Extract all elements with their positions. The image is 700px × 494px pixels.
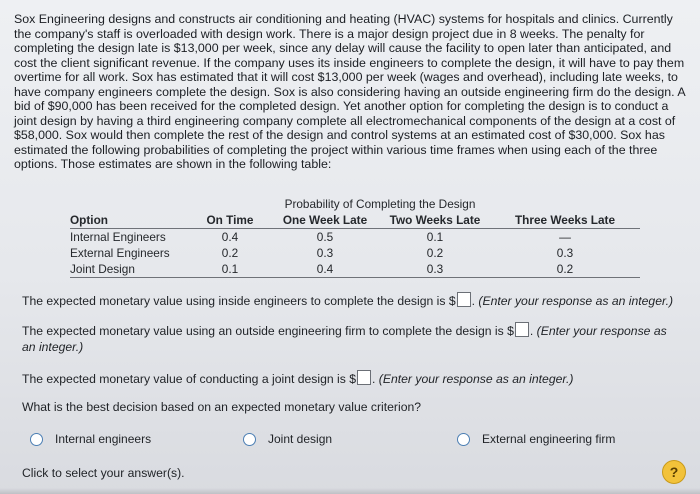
header-one-week-late: One Week Late — [270, 212, 380, 229]
question-outside-firm — [22, 322, 672, 355]
table-row — [70, 229, 640, 246]
question-text: The expected monetary value using inside engineers to complete the design is $ — [22, 294, 456, 308]
table-cell: 0.1 — [426, 230, 444, 244]
table-caption-row — [70, 196, 640, 212]
probability-table — [70, 196, 640, 278]
bottom-shadow — [0, 488, 700, 494]
table-cell: 0.1 — [190, 261, 270, 278]
option-joint-design[interactable] — [243, 432, 332, 446]
header-on-time: On Time — [190, 212, 270, 229]
header-two-weeks-late: Two Weeks Late — [380, 212, 490, 229]
table-row — [70, 261, 640, 278]
question-text: The expected monetary value using an outside engineering firm to complete the design is $ — [22, 324, 514, 338]
table-row — [70, 245, 640, 261]
radio-circle-icon[interactable] — [243, 433, 256, 446]
footer-instruction: Click to select your answer(s). — [22, 466, 185, 480]
help-icon[interactable]: ? — [662, 460, 686, 484]
row-label: Joint Design — [70, 261, 190, 278]
table-cell: 0.2 — [221, 246, 239, 260]
table-cell: 0.4 — [221, 230, 239, 244]
header-option: Option — [70, 212, 190, 229]
question-punctuation: . — [372, 372, 376, 386]
option-external-firm[interactable] — [457, 432, 615, 446]
table-cell: 0.3 — [556, 246, 574, 260]
option-label: External engineering firm — [482, 432, 616, 446]
question-inside-engineers — [22, 292, 673, 309]
table-cell: 0.3 — [316, 246, 334, 260]
table-caption: Probability of Completing the Design — [284, 197, 476, 211]
problem-statement: Sox Engineering designs and constructs air conditioning and heating (HVAC) systems for hospitals and clinics. Currently the company's staff is overloaded with design work. There is a major design project due in 8 weeks. The penalty for completing the design late is $13,000 per week, since any delay will cause the facility to open later than anticipated, and cost the client significant revenue. If the company uses its inside engineers to complete the design, it will have to pay them overtime for all work. Sox has estimated that it will cost $13,000 per week (wages and overhead), including late weeks, to have company engineers complete the design. Sox is also considering having an outside engineering firm do the design. A bid of $90,000 has been received for the completed design. Yet another option for completing the design is to conduct a joint design by having a third engineering company complete all electromechanical components of the design at a cost of $58,000. Sox would then complete the rest of the design and control systems at an estimated cost of $30,000. Sox has estimated the following probabilities of completing the project within various time frames when using each of the three options. Those estimates are shown in the following table: — [14, 12, 685, 172]
table-cell: — — [559, 230, 571, 244]
option-internal-engineers[interactable] — [30, 432, 151, 446]
answer-hint: (Enter your response as an integer.) — [375, 372, 574, 386]
answer-hint: (Enter your response as an integer.) — [475, 294, 674, 308]
header-three-weeks-late: Three Weeks Late — [490, 212, 640, 229]
table-cell: 0.2 — [490, 261, 640, 278]
answer-input-joint[interactable] — [357, 370, 371, 385]
question-joint-design — [22, 370, 573, 387]
question-text: The expected monetary value of conducting a joint design is $ — [22, 372, 357, 386]
table-cell: 0.4 — [270, 261, 380, 278]
row-label: External Engineers — [70, 246, 170, 260]
answer-hint: (Enter your response as an integer.) — [22, 324, 667, 354]
radio-circle-icon[interactable] — [30, 433, 43, 446]
table-cell: 0.2 — [426, 246, 444, 260]
option-label: Internal engineers — [55, 432, 152, 446]
radio-circle-icon[interactable] — [457, 433, 470, 446]
answer-input-inside[interactable] — [457, 292, 471, 307]
table-cell: 0.3 — [380, 261, 490, 278]
row-label: Internal Engineers — [70, 230, 166, 244]
table-cell: 0.5 — [316, 230, 334, 244]
question-punctuation: . — [529, 324, 534, 338]
option-label: Joint design — [268, 432, 333, 446]
question-best-decision: What is the best decision based on an expected monetary value criterion? — [22, 400, 422, 414]
answer-input-outside[interactable] — [515, 322, 529, 337]
table-header-row — [70, 212, 640, 229]
question-punctuation: . — [471, 294, 475, 308]
